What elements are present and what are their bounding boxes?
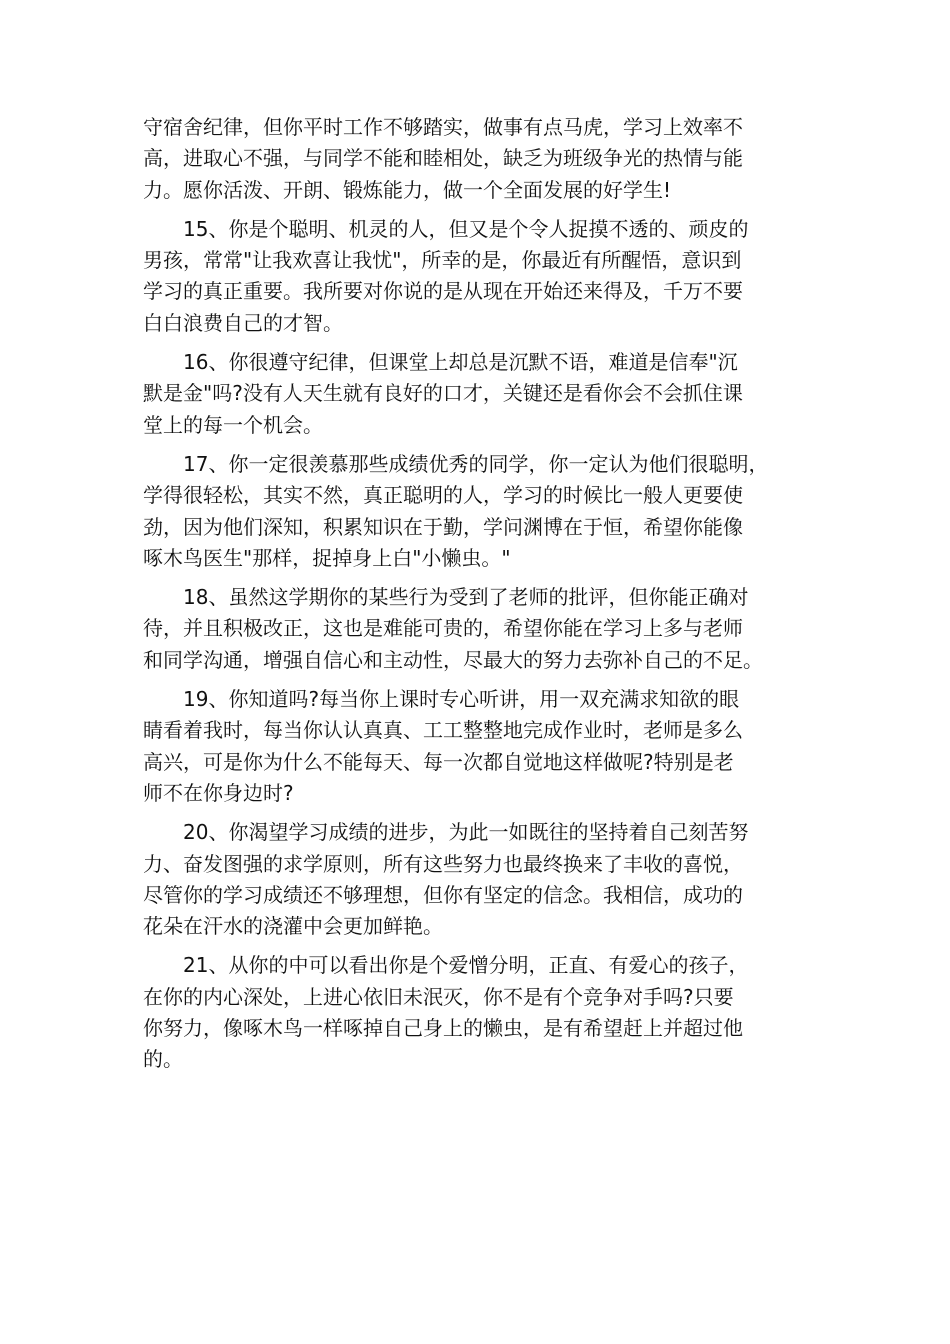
text-line: 20、你渴望学习成绩的进步，为此一如既往的坚持着自己刻苦努: [183, 820, 749, 845]
text-line: 17、你一定很羡慕那些成绩优秀的同学，你一定认为他们很聪明，: [183, 451, 769, 476]
text-line: 学得很轻松，其实不然，真正聪明的人，学习的时候比一般人更要使: [143, 483, 743, 508]
text-line: 高，进取心不强，与同学不能和睦相处，缺乏为班级争光的热情与能: [143, 146, 743, 171]
text-line: 15、你是个聪明、机灵的人，但又是个令人捉摸不透的、顽皮的: [183, 216, 749, 241]
paragraph-17: [143, 449, 843, 574]
paragraph-19: [143, 684, 843, 809]
text-line: 的。: [143, 1047, 183, 1072]
paragraph-20: [143, 817, 843, 942]
text-line: 啄木鸟医生"那样，捉掉身上白"小懒虫。": [143, 545, 511, 570]
text-line: 男孩，常常"让我欢喜让我忧"，所幸的是，你最近有所醒悟，意识到: [143, 248, 742, 273]
text-line: 堂上的每一个机会。: [143, 412, 323, 437]
text-line: 力。愿你活泼、开朗、锻炼能力，做一个全面发展的好学生!: [143, 177, 672, 202]
paragraph-18: [143, 582, 843, 676]
text-line: 学习的真正重要。我所要对你说的是从现在开始还来得及，千万不要: [143, 279, 743, 304]
paragraph-14-continuation: [143, 112, 843, 206]
text-line: 16、你很遵守纪律，但课堂上却总是沉默不语，难道是信奉"沉: [183, 350, 738, 375]
text-line: 尽管你的学习成绩还不够理想，但你有坚定的信念。我相信，成功的: [143, 882, 743, 907]
text-line: 和同学沟通，增强自信心和主动性，尽最大的努力去弥补自己的不足。: [143, 647, 763, 672]
text-line: 21、从你的中可以看出你是个爱憎分明，正直、有爱心的孩子，: [183, 953, 749, 978]
text-line: 18、虽然这学期你的某些行为受到了老师的批评，但你能正确对: [183, 585, 749, 610]
paragraph-21: [143, 950, 843, 1075]
text-line: 师不在你身边时?: [143, 780, 294, 805]
paragraph-15: [143, 214, 843, 339]
text-line: 你努力，像啄木鸟一样啄掉自己身上的懒虫，是有希望赶上并超过他: [143, 1016, 743, 1041]
text-line: 白白浪费自己的才智。: [143, 310, 343, 335]
document-body: [143, 112, 843, 1084]
text-line: 花朵在汗水的浇灌中会更加鲜艳。: [143, 914, 443, 939]
text-line: 在你的内心深处，上进心依旧未泯灭，你不是有个竞争对手吗?只要: [143, 984, 734, 1009]
text-line: 默是金"吗?没有人天生就有良好的口才，关键还是看你会不会抓住课: [143, 381, 743, 406]
text-line: 睛看着我时，每当你认认真真、工工整整地完成作业时，老师是多么: [143, 718, 743, 743]
text-line: 守宿舍纪律，但你平时工作不够踏实，做事有点马虎，学习上效率不: [143, 115, 743, 139]
text-line: 力、奋发图强的求学原则，所有这些努力也最终换来了丰收的喜悦，: [143, 851, 743, 876]
text-line: 劲，因为他们深知，积累知识在于勤，学问渊博在于恒，希望你能像: [143, 514, 743, 539]
text-line: 高兴，可是你为什么不能每天、每一次都自觉地这样做呢?特别是老: [143, 749, 734, 774]
paragraph-16: [143, 347, 843, 441]
text-line: 19、你知道吗?每当你上课时专心听讲，用一双充满求知欲的眼: [183, 687, 740, 712]
text-line: 待，并且积极改正，这也是难能可贵的，希望你能在学习上多与老师: [143, 616, 743, 641]
